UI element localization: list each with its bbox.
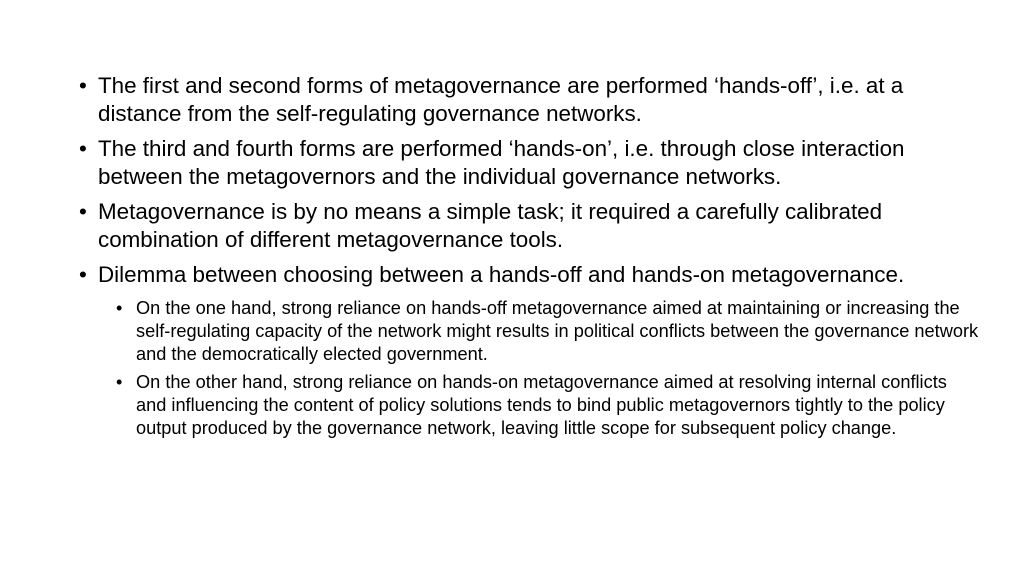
sub-bullet-text: On the one hand, strong reliance on hands-off metagovernance aimed at maintaining or increasing the self-regulating capacity of the network might results in political conflicts between the governance network and the democratically elected government. <box>136 297 979 364</box>
bullet-text: Metagovernance is by no means a simple task; it required a carefully calibrated combination of different metagovernance tools. <box>98 199 883 252</box>
bullet-dot-icon: • <box>79 136 87 161</box>
bullet-dot-icon: • <box>79 262 87 287</box>
sub-bullet-dot-icon: • <box>116 371 123 392</box>
bullet-text: Dilemma between choosing between a hands-off and hands-on metagovernance. <box>98 262 905 287</box>
sub-bullet-text: On the other hand, strong reliance on hands-on metagovernance aimed at resolving internal conflicts and influencing the content of policy solutions tends to bind public metagovernors tightly to the policy output produced by the governance network, leaving little scope for subsequent policy change. <box>136 371 947 438</box>
bullet-text: The first and second forms of metagovernance are performed ‘hands-off’, i.e. at a distance from the self-regulating governance networks. <box>98 73 904 126</box>
sub-bullet-item <box>98 371 982 440</box>
bullet-dot-icon: • <box>79 199 87 224</box>
sub-bullet-list <box>77 297 982 440</box>
bullet-item <box>77 135 982 190</box>
sub-bullet-dot-icon: • <box>116 297 123 318</box>
slide-body <box>77 72 982 445</box>
bullet-item <box>77 198 982 253</box>
bullet-dot-icon: • <box>79 73 87 98</box>
sub-bullet-item <box>98 297 982 366</box>
bullet-item <box>77 72 982 127</box>
bullet-list <box>77 72 982 289</box>
bullet-text: The third and fourth forms are performed ‘hands-on’, i.e. through close interaction between the metagovernors and the individual governance networks. <box>98 136 905 189</box>
bullet-item <box>77 261 982 289</box>
